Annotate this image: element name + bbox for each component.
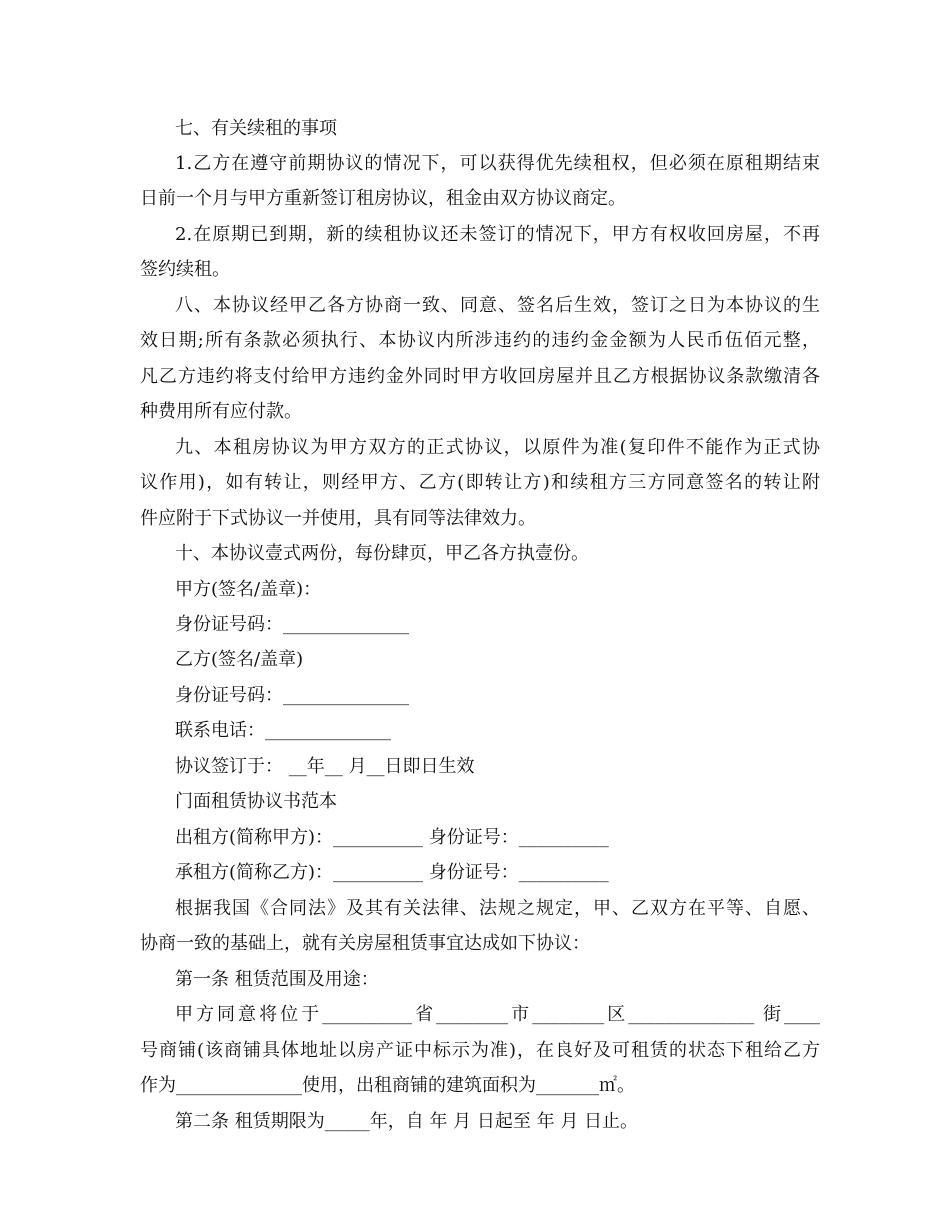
party-b-signature-label: 乙方(签名/盖章) [175, 649, 304, 670]
paragraph-line: 议作用)，如有转让，则经甲方、乙方(即转让方)和续租方三方同意签名的转让附 [140, 472, 820, 493]
paragraph-line: 签约续租。 [140, 259, 230, 280]
contact-phone-field: 联系电话：______________ [175, 720, 391, 741]
paragraph-line: 甲方同意将位于__________省________市________区______________ 街____ [175, 1004, 820, 1025]
party-a-signature-label: 甲方(签名/盖章)： [175, 579, 322, 600]
paragraph-line: 效日期;所有条款必须执行、本协议内所涉违约的违约金金额为人民币伍佰元整， [140, 330, 820, 351]
paragraph-line: 根据我国《合同法》及其有关法律、法规之规定，甲、乙双方在平等、自愿、 [175, 898, 820, 919]
party-a-id-field: 身份证号码：______________ [175, 614, 409, 635]
paragraph-line: 1.乙方在遵守前期协议的情况下，可以获得优先续租权，但必须在原租期结束 [175, 153, 820, 174]
paragraph-line: 号商铺(该商铺具体地址以房产证中标示为准)，在良好及可租赁的状态下租给乙方 [140, 1040, 820, 1061]
section-7-heading: 七、有关续租的事项 [175, 118, 337, 139]
article-2-line: 第二条 租赁期限为_____年，自 年 月 日起至 年 月 日止。 [175, 1111, 639, 1132]
paragraph-line: 协商一致的基础上，就有关房屋租赁事宜达成如下协议： [140, 933, 590, 954]
lessor-line: 出租方(简称甲方)：__________ 身份证号：__________ [175, 827, 609, 848]
paragraph-line: 日前一个月与甲方重新签订租房协议，租金由双方协议商定。 [140, 188, 626, 209]
paragraph-line: 凡乙方违约将支付给甲方违约金外同时甲方收回房屋并且乙方根据协议条款缴清各 [140, 366, 820, 387]
section-9-line: 九、本租房协议为甲方双方的正式协议，以原件为准(复印件不能作为正式协 [175, 437, 820, 458]
party-b-id-field: 身份证号码：______________ [175, 685, 409, 706]
lessee-line: 承租方(简称乙方)：__________ 身份证号：__________ [175, 862, 609, 883]
section-10-line: 十、本协议壹式两份，每份肆页，甲乙各方执壹份。 [175, 543, 589, 564]
article-1-heading: 第一条 租赁范围及用途： [175, 969, 379, 990]
paragraph-line: 2.在原期已到期，新的续租协议还未签订的情况下，甲方有权收回房屋，不再 [175, 224, 820, 245]
paragraph-line: 件应附于下式协议一并使用，具有同等法律效力。 [140, 508, 536, 529]
paragraph-line: 种费用所有应付款。 [140, 401, 302, 422]
signing-date-line: 协议签订于： __年__ 月__日即日生效 [175, 756, 475, 777]
template-title: 门面租赁协议书范本 [175, 791, 337, 812]
section-8-line: 八、本协议经甲乙各方协商一致、同意、签名后生效，签订之日为本协议的生 [175, 295, 820, 316]
paragraph-line: 作为______________使用，出租商铺的建筑面积为_______㎡。 [140, 1075, 635, 1096]
